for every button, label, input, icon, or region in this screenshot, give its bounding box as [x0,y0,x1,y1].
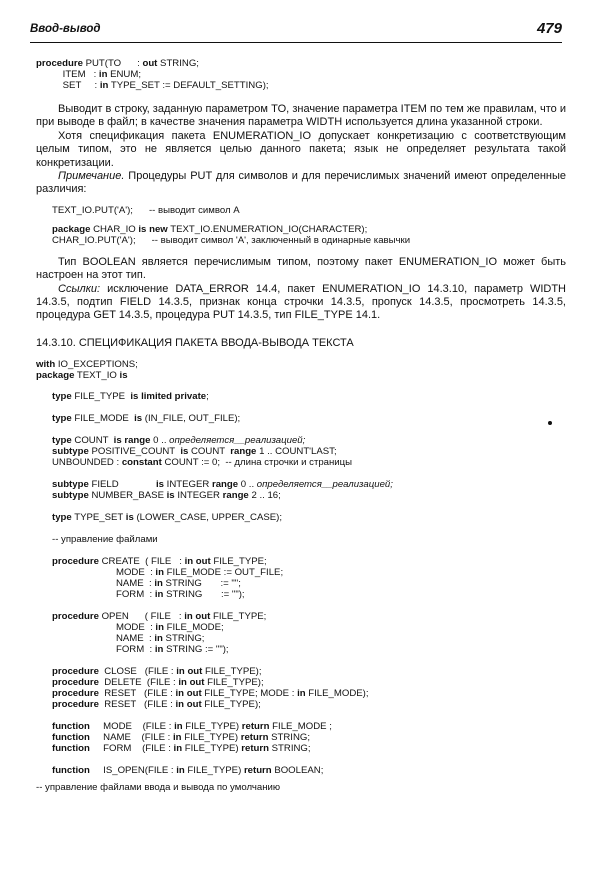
running-title: Ввод-вывод [30,23,101,35]
comment-default-files: -- управление файлами ввода и вывода по умолчанию [36,781,281,793]
paragraph-put-description: Выводит в строку, заданную параметром TO, значение параметра ITEM по тем же правилам, что и при выводе в файл; в качестве значения параметра WIDTH используется длина указанной строки. [36,103,566,129]
page-number: 479 [536,20,562,37]
put-declaration: procedure PUT(TO : out STRING; ITEM : in ENUM; SET : in TYPE_SET := DEFAULT_SETTING); [36,58,269,91]
text-io-spec-head: with IO_EXCEPTIONS; package TEXT_IO is [36,358,138,381]
paragraph-references: Ссылки: исключение DATA_ERROR 14.4, пакет ENUMERATION_IO 14.3.10, параметр WIDTH 14.3.5, подтип FIELD 14.3.5, признак конца строчки 14.3.5, пропуск 14.3.5, просмотреть 14.3.5, процедура GET 14.3.5, процедура PUT 14.3.5, тип FILE_TYPE 14.1. [36,282,566,322]
page-header [30,20,562,43]
example-put: TEXT_IO.PUT('A'); -- выводит символ A [52,204,240,216]
example-char-io: package CHAR_IO is new TEXT_IO.ENUMERATION_IO(CHARACTER); CHAR_IO.PUT('A'); -- выводит символ 'A', заключенный в одинарные кавычки [52,223,411,246]
section-heading: 14.3.10. СПЕЦИФИКАЦИЯ ПАКЕТА ВВОДА-ВЫВОДА ТЕКСТА [36,336,354,349]
text-io-spec-types: type FILE_TYPE is limited private; type FILE_MODE is (IN_FILE, OUT_FILE); type COUNT is range 0 .. определяется__реализацией; subtype POSITIVE_COUNT is COUNT range 1 .. COUNT'LAST; UNBOUNDED : constant COUNT := 0; -- длина строчки и страницы subtype FIELD is INTEGER range 0 .. определяется__реализацией; subtype NUMBER_BASE is INTEGER range 2 .. 16; type TYPE_SET is (LOWER_CASE, UPPER_CASE); -- управление файлами procedure CREATE ( FILE : in out FILE_TYPE; MODE : in FILE_MODE := OUT_FILE; NAME : in STRING := ""; FORM : in STRING := ""); procedure OPEN ( FILE : in out FILE_TYPE; MODE : in FILE_MODE; NAME : in STRING; FORM : in STRING := ""); procedure CLOSE (FILE : in out FILE_TYPE); procedure DELETE (FILE : in out FILE_TYPE); procedure RESET (FILE : in out FILE_TYPE; MODE : in FILE_MODE); procedure RESET (FILE : in out FILE_TYPE); function MODE (FILE : in FILE_TYPE) return FILE_MODE ; function NAME (FILE : in FILE_TYPE) return STRING; function FORM (FILE : in FILE_TYPE) return STRING; function IS_OPEN(FILE : in FILE_TYPE) return BOOLEAN; [52,390,393,776]
paragraph-note: Примечание. Процедуры PUT для символов и для перечислимых значений имеют определенные различия: [36,170,566,196]
paragraph-boolean: Тип BOOLEAN является перечислимым типом, поэтому пакет ENUMERATION_IO может быть настроен на этот тип. [36,255,566,282]
paragraph-enumeration-note: Хотя спецификация пакета ENUMERATION_IO допускает конкретизацию с соответствующим целым типом, это не является целью данного пакета; язык не определяет результата такой конкретизации. [36,129,566,169]
page-content [36,58,566,793]
